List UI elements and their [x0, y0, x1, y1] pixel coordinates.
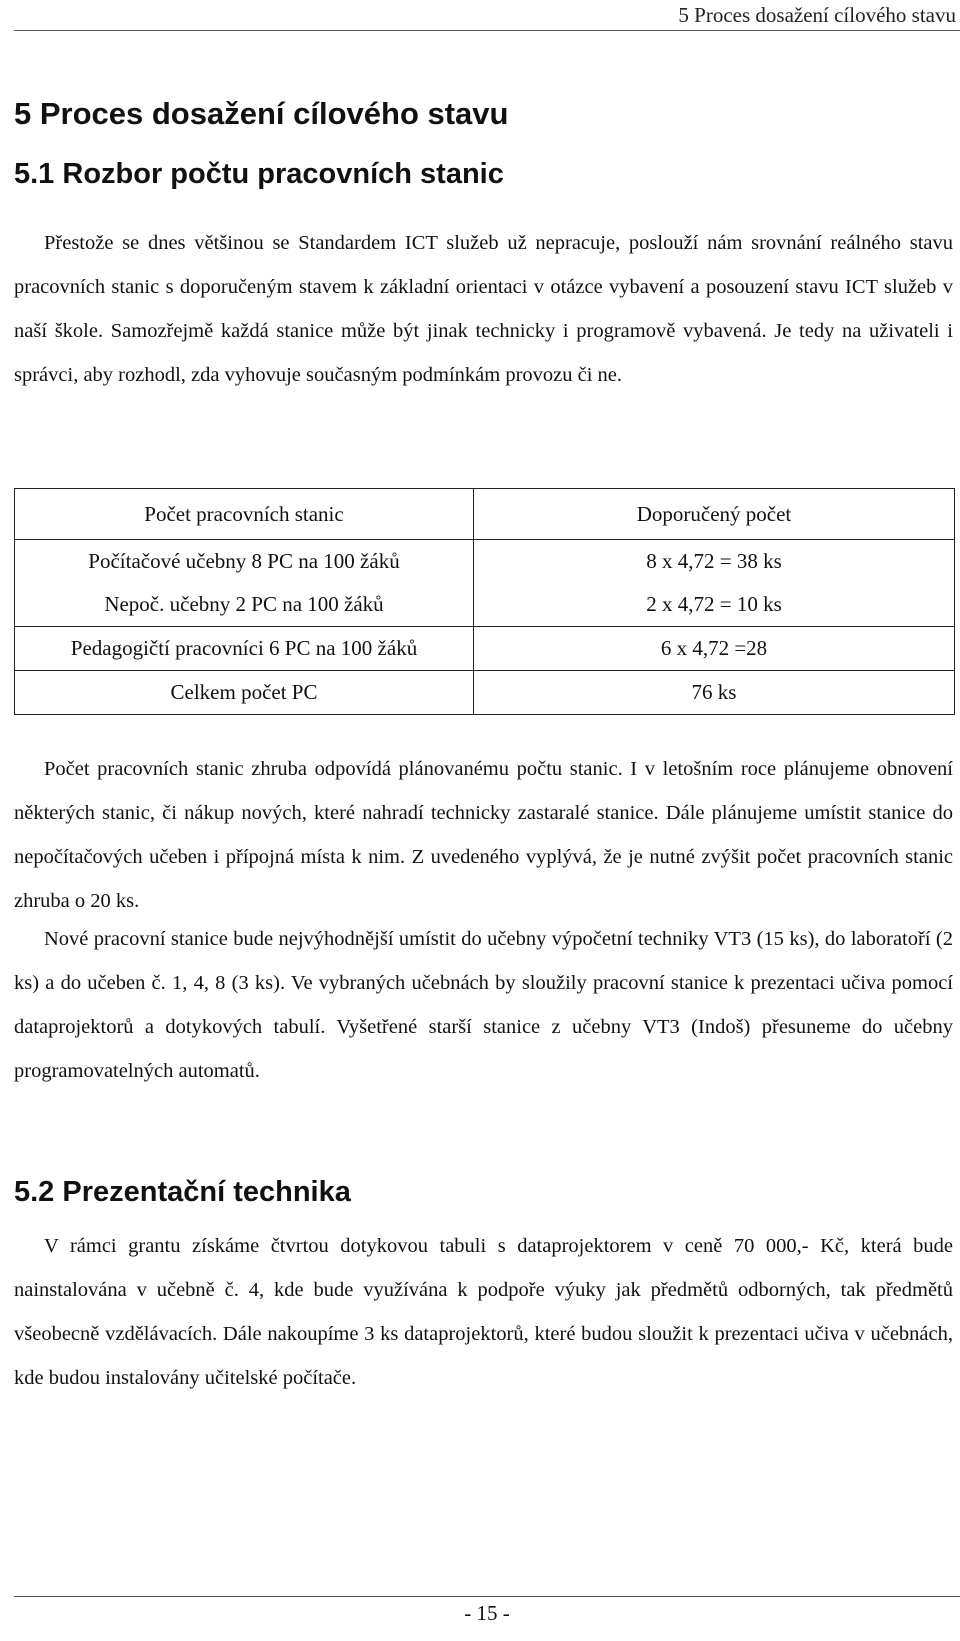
table-cell: 6 x 4,72 =28 [474, 627, 955, 671]
table-cell: 8 x 4,72 = 38 ks [474, 540, 955, 584]
table-cell: Počítačové učebny 8 PC na 100 žáků [15, 540, 474, 584]
table-cell: Celkem počet PC [15, 671, 474, 715]
section-5-2-paragraph: V rámci grantu získáme čtvrtou dotykovou tabuli s dataprojektorem v ceně 70 000,- Kč, která bude nainstalována v učebně č. 4, kde bude využívána k podpoře výuky jak předmětů odborných, tak předmětů všeobecně vzdělávacích. Dále nakoupíme 3 ks dataprojektorů, které budou sloužit k prezentaci učiva v učebnách, kde budou instalovány učitelské počítače. [14, 1235, 953, 1389]
table-row [15, 627, 955, 671]
section-title-5-2: 5.2 Prezentační technika [14, 1176, 351, 1208]
running-header [14, 0, 960, 31]
running-header-title: 5 Proces dosažení cílového stavu [678, 3, 956, 27]
after-table-paragraph-2: Nové pracovní stanice bude nejvýhodnější umístit do učebny výpočetní techniky VT3 (15 ks), do laboratoří (2 ks) a do učeben č. 1, 4, 8 (3 ks). Ve vybraných učebnách by sloužily pracovní stanice k prezentaci učiva pomocí dataprojektorů a dotykových tabulí. Vyšetřené starší stanice z učebny VT3 (Indoš) přesuneme do učebny programovatelných automatů. [14, 928, 953, 1082]
page-number: - 15 - [464, 1601, 510, 1625]
table-cell: 76 ks [474, 671, 955, 715]
after-table-paragraph-1: Počet pracovních stanic zhruba odpovídá plánovanému počtu stanic. I v letošním roce plánujeme obnovení některých stanic, či nákup nových, které nahradí technicky zastaralé stanice. Dále plánujeme umístit stanice do nepočítačových učeben i přípojná místa k nim. Z uvedeného vyplývá, že je nutné zvýšit počet pracovních stanic zhruba o 20 ks. [14, 758, 953, 912]
table-cell: 2 x 4,72 = 10 ks [474, 583, 955, 627]
table-row [15, 671, 955, 715]
chapter-title: 5 Proces dosažení cílového stavu [14, 96, 509, 131]
section-5-1-paragraph: Přestože se dnes většinou se Standardem ICT služeb už nepracuje, poslouží nám srovnání reálného stavu pracovních stanic s doporučeným stavem k základní orientaci v otázce vybavení a posouzení stavu ICT služeb v naší škole. Samozřejmě každá stanice může být jinak technicky i programově vybavená. Je tedy na uživateli i správci, aby rozhodl, zda vyhovuje současným podmínkám provozu či ne. [14, 232, 953, 386]
page-footer [14, 1596, 960, 1637]
workstations-table [14, 488, 955, 715]
table-row [15, 583, 955, 627]
table-header-cell: Doporučený počet [474, 489, 955, 540]
section-title-5-1: 5.1 Rozbor počtu pracovních stanic [14, 158, 504, 190]
table-cell: Nepoč. učebny 2 PC na 100 žáků [15, 583, 474, 627]
table-row [15, 540, 955, 584]
table-cell: Pedagogičtí pracovníci 6 PC na 100 žáků [15, 627, 474, 671]
table-header-row [15, 489, 955, 540]
table-header-cell: Počet pracovních stanic [15, 489, 474, 540]
